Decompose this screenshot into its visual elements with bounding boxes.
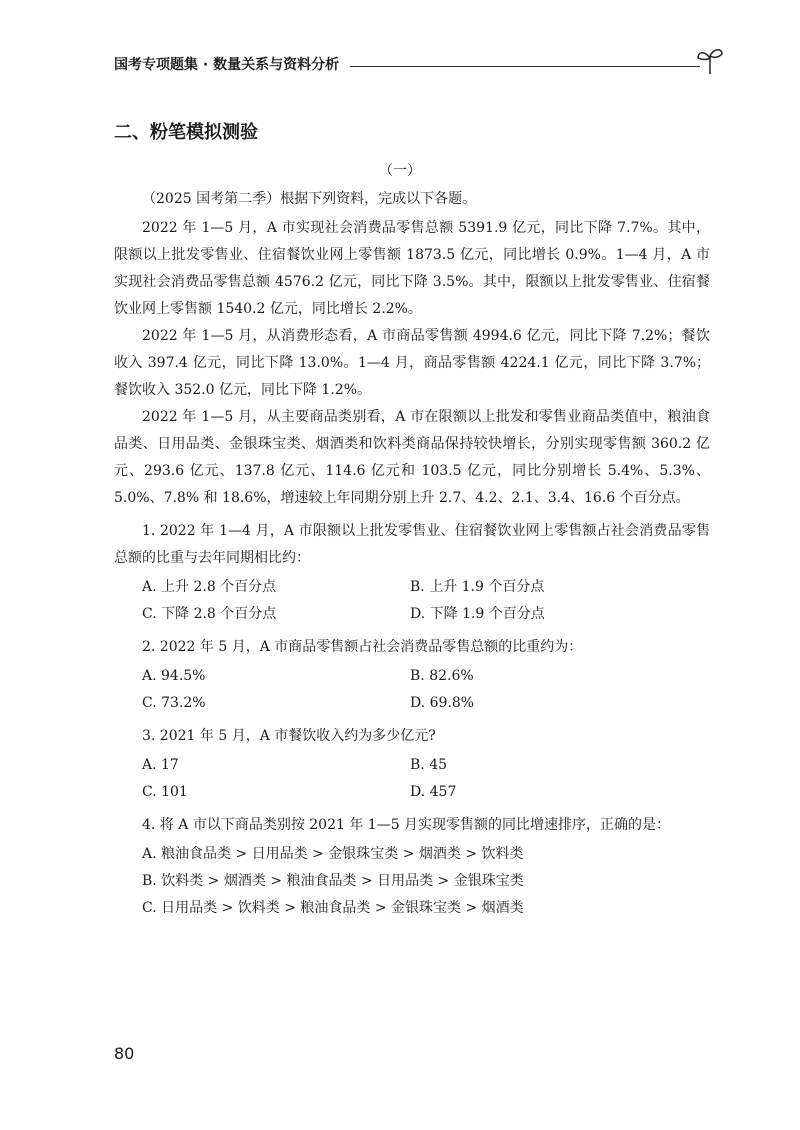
question-options bbox=[114, 752, 710, 806]
question-options bbox=[114, 841, 710, 922]
question-stem: 1. 2022 年 1—4 月，A 市限额以上批发零售业、住宿餐饮业网上零售额占社会消费品零售总额的比重与去年同期相比约： bbox=[114, 523, 710, 566]
option: C. 73.2% bbox=[142, 695, 206, 711]
option: D. 下降 1.9 个百分点 bbox=[410, 606, 545, 622]
question-options bbox=[114, 574, 710, 628]
option: A. 粮油食品类 > 日用品类 > 金银珠宝类 > 烟酒类 > 饮料类 bbox=[142, 846, 524, 862]
option: C. 下降 2.8 个百分点 bbox=[142, 606, 277, 622]
section-title: 二、粉笔模拟测验 bbox=[114, 122, 258, 143]
option: B. 45 bbox=[410, 757, 448, 773]
option: D. 457 bbox=[410, 784, 457, 800]
question-stem: 4. 将 A 市以下商品类别按 2021 年 1—5 月实现零售额的同比增速排序，正确的是： bbox=[142, 817, 671, 833]
option: A. 94.5% bbox=[142, 668, 206, 684]
option: A. 17 bbox=[142, 757, 179, 773]
paragraph: 2022 年 1—5 月，A 市实现社会消费品零售总额 5391.9 亿元，同比下降 7.7%。其中，限额以上批发零售业、住宿餐饮业网上零售额 1873.5 亿元，同比增长 0.9%。1—4 月，A 市实现社会消费品零售总额 4576.2 亿元，同比下降 3.5%。其中，限额以上批发零售业、住宿餐饮业网上零售额 1540.2 亿元，同比增长 2.2%。 bbox=[114, 220, 710, 317]
question-stem: 2. 2022 年 5 月，A 市商品零售额占社会消费品零售总额的比重约为： bbox=[142, 639, 583, 655]
option: B. 82.6% bbox=[410, 668, 474, 684]
sprout-icon bbox=[696, 46, 724, 76]
sub-title: （一） bbox=[379, 163, 421, 179]
option: D. 69.8% bbox=[410, 695, 475, 711]
page-number: 80 bbox=[114, 1044, 135, 1063]
option: A. 上升 2.8 个百分点 bbox=[142, 579, 277, 595]
option: B. 上升 1.9 个百分点 bbox=[410, 579, 545, 595]
document-body bbox=[114, 186, 710, 922]
question-options bbox=[114, 663, 710, 717]
question-stem: 3. 2021 年 5 月，A 市餐饮收入约为多少亿元? bbox=[142, 728, 436, 744]
paragraph: 2022 年 1—5 月，从消费形态看，A 市商品零售额 4994.6 亿元，同比下降 7.2%；餐饮收入 397.4 亿元，同比下降 13.0%。1—4 月，商品零售额 4224.1 亿元，同比下降 3.7%；餐饮收入 352.0 亿元，同比下降 1.2%。 bbox=[114, 328, 710, 398]
header-title: 国考专项题集 · 数量关系与资料分析 bbox=[114, 57, 340, 73]
header-rule bbox=[350, 66, 700, 67]
paragraph: 2022 年 1—5 月，从主要商品类别看，A 市在限额以上批发和零售业商品类值中，粮油食品类、日用品类、金银珠宝类、烟酒类和饮料类商品保持较快增长，分别实现零售额 360.2 亿元、293.6 亿元、137.8 亿元、114.6 亿元和 103.5 亿元，同比分别增长 5.4%、5.3%、5.0%、7.8% 和 18.6%，增速较上年同期分别上升 2.7、4.2、2.1、3.4、16.6 个百分点。 bbox=[114, 409, 710, 506]
option: B. 饮料类 > 烟酒类 > 粮油食品类 > 日用品类 > 金银珠宝类 bbox=[142, 873, 524, 889]
option: C. 日用品类 > 饮料类 > 粮油食品类 > 金银珠宝类 > 烟酒类 bbox=[142, 900, 524, 916]
option: C. 101 bbox=[142, 784, 188, 800]
intro-line: （2025 国考第二季）根据下列资料，完成以下各题。 bbox=[142, 191, 477, 207]
running-header bbox=[114, 44, 720, 80]
